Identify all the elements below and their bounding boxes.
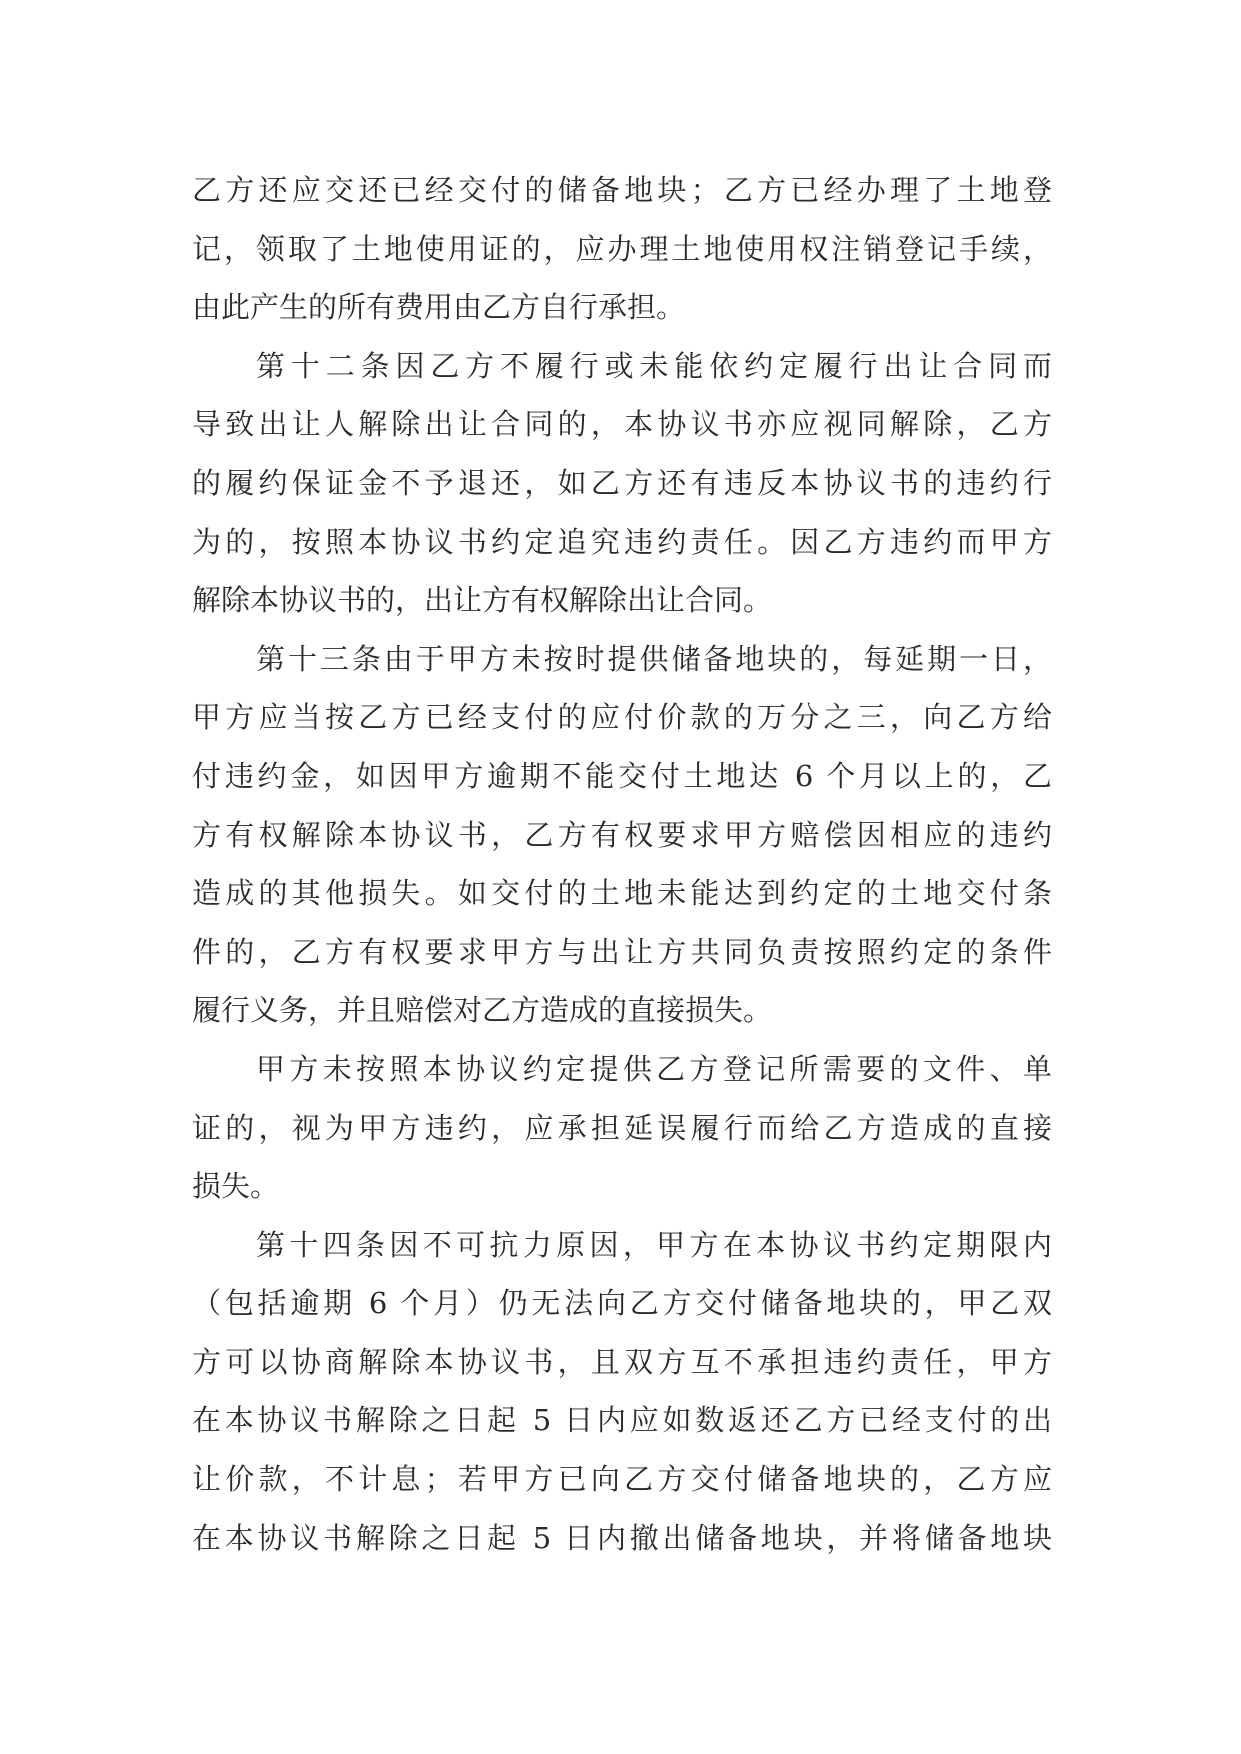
text-line: 在本协议书解除之日起 5 日内应如数返还乙方已经支付的出 (192, 1403, 1052, 1438)
text-line: 方有权解除本协议书，乙方有权要求甲方赔偿因相应的违约 (192, 817, 1052, 852)
text-line: 甲方未按照本协议约定提供乙方登记所需要的文件、单 (256, 1051, 1052, 1086)
text-line: 第十二条因乙方不履行或未能依约定履行出让合同而 (256, 348, 1052, 383)
text-line: 付违约金，如因甲方逾期不能交付土地达 6 个月以上的，乙 (192, 758, 1052, 793)
document-body (192, 161, 1052, 1567)
text-line: 造成的其他损失。如交付的土地未能达到约定的土地交付条 (192, 876, 1052, 911)
text-line: 的履约保证金不予退还，如乙方还有违反本协议书的违约行 (192, 465, 1052, 500)
text-line: 乙方还应交还已经交付的储备地块；乙方已经办理了土地登 (192, 173, 1052, 207)
text-line: 履行义务，并且赔偿对乙方造成的直接损失。 (192, 993, 773, 1028)
text-line: 方可以协商解除本协议书，且双方互不承担违约责任，甲方 (192, 1344, 1052, 1379)
text-line: 记，领取了土地使用证的，应办理土地使用权注销登记手续， (192, 231, 1052, 266)
text-line: 让价款，不计息；若甲方已向乙方交付储备地块的，乙方应 (192, 1462, 1052, 1497)
text-line: 件的，乙方有权要求甲方与出让方共同负责按照约定的条件 (192, 934, 1052, 969)
text-line: 第十四条因不可抗力原因，甲方在本协议书约定期限内 (256, 1227, 1052, 1262)
text-line: 由此产生的所有费用由乙方自行承担。 (192, 290, 686, 325)
text-line: （包括逾期 6 个月）仍无法向乙方交付储备地块的，甲乙双 (192, 1286, 1052, 1321)
text-line: 甲方应当按乙方已经支付的应付价款的万分之三，向乙方给 (192, 700, 1052, 735)
text-line: 损失。 (192, 1169, 280, 1204)
text-line: 第十三条由于甲方未按时提供储备地块的，每延期一日， (256, 641, 1052, 676)
text-line: 为的，按照本协议书约定追究违约责任。因乙方违约而甲方 (192, 524, 1052, 559)
text-line: 在本协议书解除之日起 5 日内撤出储备地块，并将储备地块 (192, 1520, 1052, 1555)
text-line: 证的，视为甲方违约，应承担延误履行而给乙方造成的直接 (192, 1110, 1052, 1145)
text-line: 解除本协议书的，出让方有权解除出让合同。 (192, 583, 773, 618)
text-line: 导致出让人解除出让合同的，本协议书亦应视同解除，乙方 (192, 407, 1052, 442)
